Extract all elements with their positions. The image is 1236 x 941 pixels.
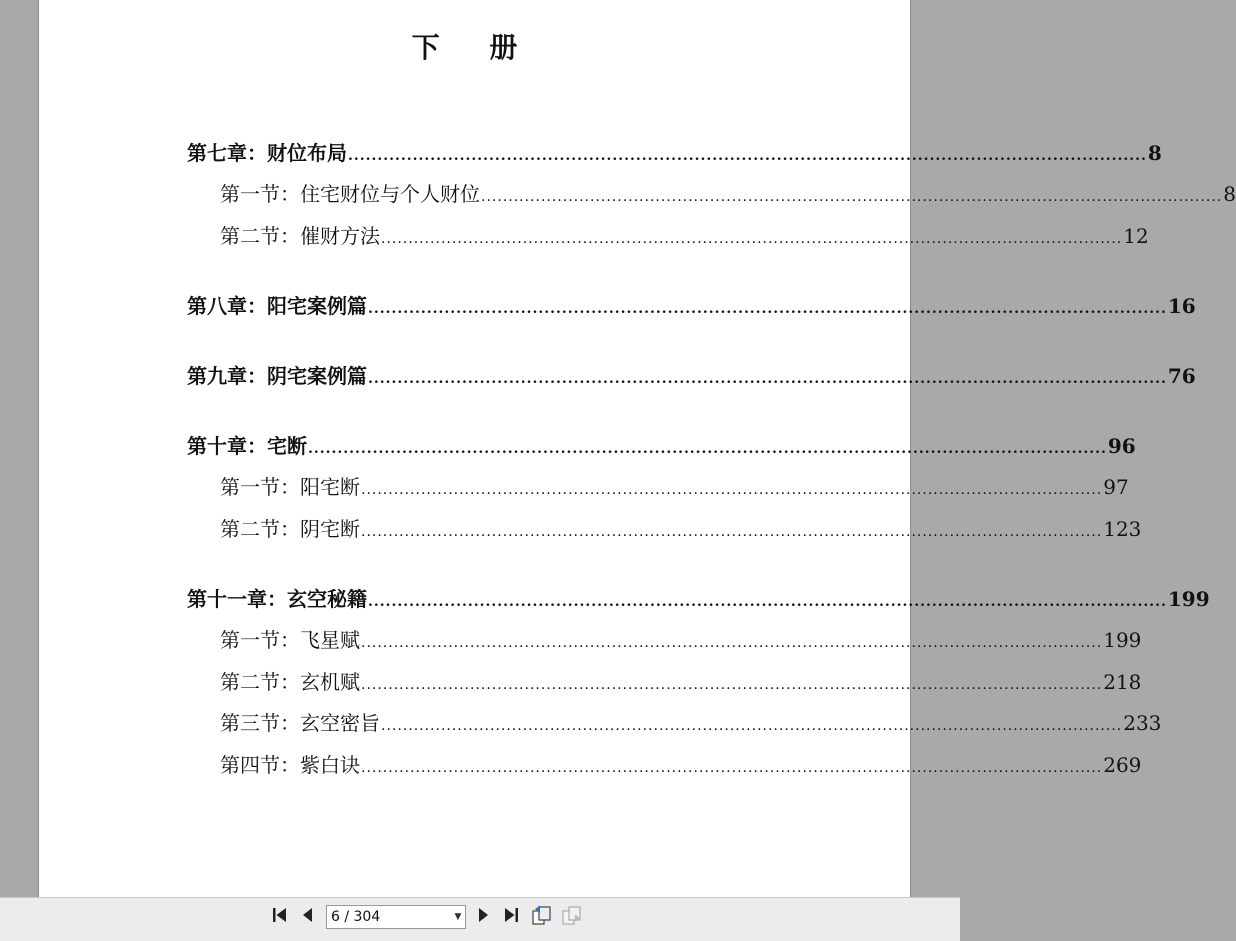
toc-dot-leader: ........................................................................................................................................ [308, 441, 1107, 457]
toc-dot-leader: ........................................................................................................................................ [481, 189, 1223, 205]
toc-title: 第八章：阳宅案例篇 [187, 294, 367, 318]
toc-entry-chapter[interactable] [187, 360, 1196, 389]
toc-page-number: 199 [1103, 628, 1142, 652]
toc-page-number: 8 [1223, 182, 1236, 206]
page-indicator: 6 / 304 [331, 909, 381, 925]
toc-entry-section[interactable] [220, 749, 1142, 778]
toc-entry-section[interactable] [220, 220, 1149, 249]
toc-page-number: 97 [1103, 475, 1129, 499]
toc-dot-leader: ........................................................................................................................................ [361, 635, 1103, 651]
first-page-icon[interactable] [268, 903, 292, 927]
toc-page-number: 96 [1107, 434, 1136, 458]
toc-entry-section[interactable] [220, 624, 1142, 653]
previous-page-icon[interactable] [296, 903, 320, 927]
toc-page-number: 218 [1103, 670, 1142, 694]
page-number-select[interactable] [326, 905, 466, 929]
toc-title: 第七章：财位布局 [187, 141, 347, 165]
toc-title: 第一节：阳宅断 [220, 475, 360, 499]
toc-entry-section[interactable] [220, 666, 1142, 695]
toc-page-number: 123 [1103, 517, 1142, 541]
toc-title: 第四节：紫白诀 [220, 753, 360, 777]
toc-title: 第二节：催财方法 [220, 224, 380, 248]
toc-title: 第十章：宅断 [187, 434, 307, 458]
toc-title: 第九章：阴宅案例篇 [187, 364, 367, 388]
toc-title: 第二节：玄机赋 [220, 670, 360, 694]
toc-entry-chapter[interactable] [187, 137, 1162, 166]
toc-entry-section[interactable] [220, 513, 1142, 542]
toc-dot-leader: ........................................................................................................................................ [361, 677, 1103, 693]
toc-page-number: 12 [1123, 224, 1149, 248]
toc-page-number: 233 [1123, 711, 1162, 735]
toc-title: 第二节：阴宅断 [220, 517, 360, 541]
toc-dot-leader: ........................................................................................................................................ [368, 594, 1167, 610]
toc-title: 第十一章：玄空秘籍 [187, 587, 367, 611]
toc-dot-leader: ........................................................................................................................................ [348, 148, 1147, 164]
toc-dot-leader: ........................................................................................................................................ [381, 231, 1123, 247]
go-forward-view-icon[interactable] [560, 903, 584, 927]
toc-dot-leader: ........................................................................................................................................ [368, 301, 1167, 317]
toc-entry-section[interactable] [220, 471, 1129, 500]
toc-dot-leader: ........................................................................................................................................ [361, 760, 1103, 776]
go-back-view-icon[interactable] [530, 903, 554, 927]
toc-page-number: 199 [1167, 587, 1210, 611]
toc-page-number: 16 [1167, 294, 1196, 318]
last-page-icon[interactable] [499, 903, 523, 927]
toc-dot-leader: ........................................................................................................................................ [368, 371, 1167, 387]
toc-entry-chapter[interactable] [187, 583, 1210, 612]
toc-entry-section[interactable] [220, 178, 1236, 207]
toc-page-number: 269 [1103, 753, 1142, 777]
toc-entry-chapter[interactable] [187, 430, 1136, 459]
toc-dot-leader: ........................................................................................................................................ [381, 718, 1123, 734]
toc-dot-leader: ........................................................................................................................................ [361, 524, 1103, 540]
document-page [38, 0, 1236, 897]
toc-page-number: 8 [1147, 141, 1162, 165]
next-page-icon[interactable] [471, 903, 495, 927]
toc-dot-leader: ........................................................................................................................................ [361, 482, 1103, 498]
toc-title: 第一节：住宅财位与个人财位 [220, 182, 480, 206]
dropdown-arrow-icon[interactable]: ▼ [454, 912, 462, 922]
toc-title: 第一节：飞星赋 [220, 628, 360, 652]
toc-page-number: 76 [1167, 364, 1196, 388]
toc-entry-chapter[interactable] [187, 290, 1196, 319]
toc-title: 第三节：玄空密旨 [220, 711, 380, 735]
toc-entry-section[interactable] [220, 707, 1162, 736]
page-title: 下 册 [411, 31, 538, 64]
